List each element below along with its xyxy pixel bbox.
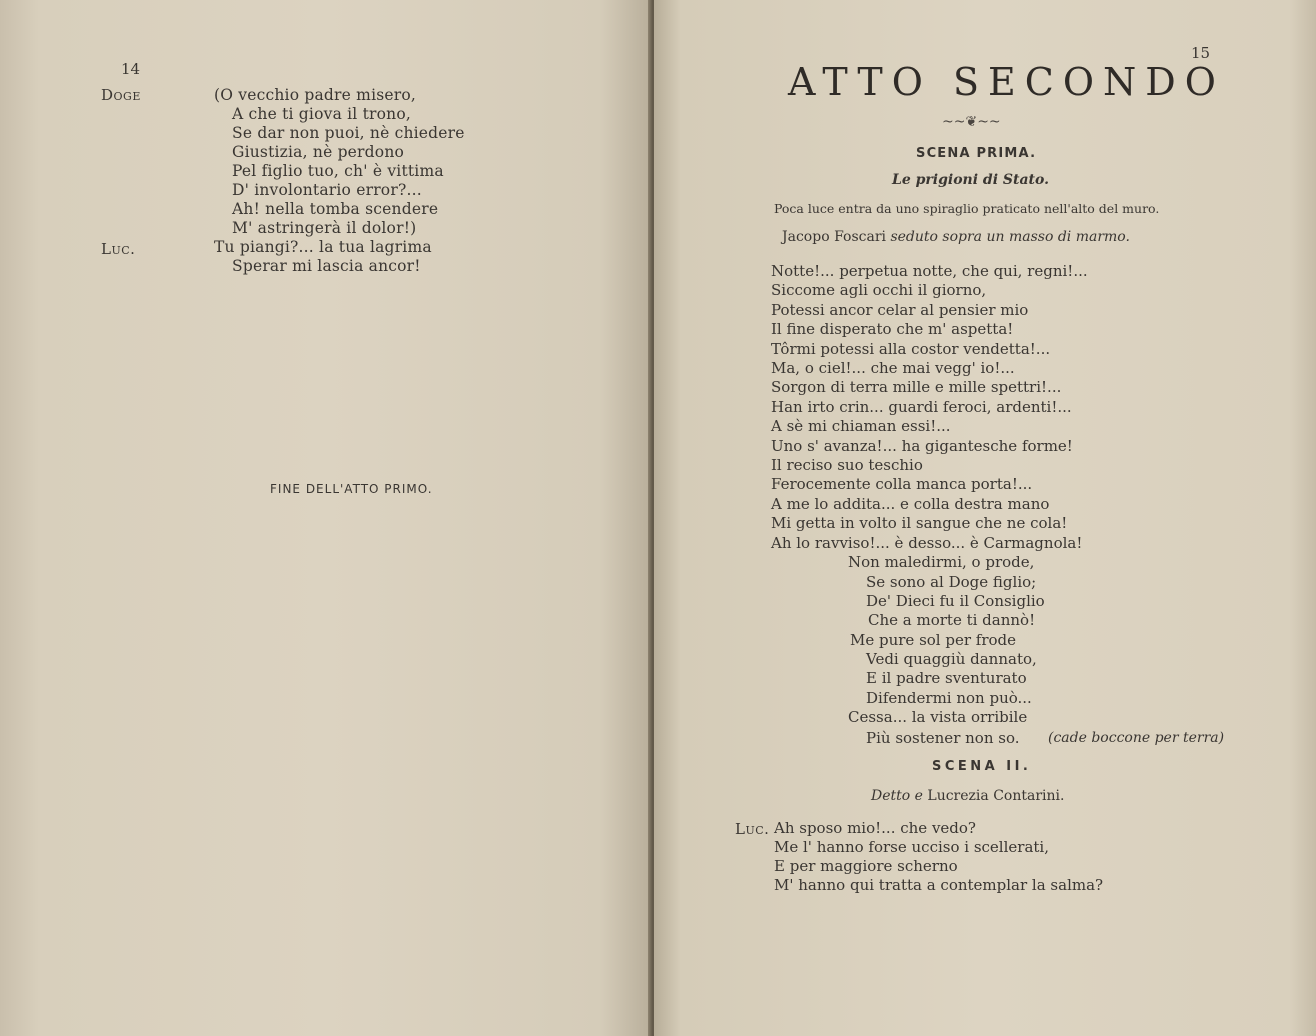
verse-line: Han irto crin... guardi feroci, ardenti!... — [771, 397, 1072, 416]
verse-aria-line-10: Più sostener non so. — [866, 729, 1020, 747]
speaker-luc: Luc. — [101, 240, 136, 258]
aria-stage-direction: (cade boccone per terra) — [1048, 730, 1225, 746]
scene-two-character: Lucrezia Contarini. — [927, 788, 1065, 804]
verse-line: Uno s' avanza!... ha gigantesche forme! — [771, 436, 1073, 455]
detto-word: Detto — [871, 788, 911, 804]
verse-aria-line-2: Se sono al Doge figlio; — [866, 573, 1037, 591]
verse-line: Potessi ancor celar al pensier mio — [771, 300, 1029, 319]
scene-two-heading: SCENA II. — [932, 759, 1032, 774]
scene-one-character-line — [782, 229, 1130, 245]
verse-aria-line-5: Me pure sol per frode — [850, 631, 1017, 649]
doge-line-2: A che ti giova il trono, — [232, 105, 411, 123]
verse-line: Sorgon di terra mille e mille spettri!... — [771, 378, 1062, 397]
doge-line-8: M' astringerà il dolor!) — [232, 219, 417, 237]
speaker-doge: Doge — [101, 86, 141, 104]
scene-one-stage-direction: Poca luce entra da uno spiraglio praticato nell'alto del muro. — [774, 201, 1160, 216]
scene-one-setting: Le prigioni di Stato. — [892, 172, 1049, 188]
verse-aria-line-8: Difendermi non può... — [866, 689, 1032, 707]
verse-line: Ma, o ciel!... che mai vegg' io!... — [771, 359, 1015, 378]
verse-line: Mi getta in volto il sangue che ne cola! — [771, 514, 1068, 533]
verse-aria-line-6: Vedi quaggiù dannato, — [866, 650, 1037, 668]
verse-line: Ferocemente colla manca porta!... — [771, 475, 1033, 494]
verse-line: Siccome agli occhi il giorno, — [771, 281, 987, 300]
doge-line-1: (O vecchio padre misero, — [214, 86, 417, 104]
verse-aria-line-3: De' Dieci fu il Consiglio — [866, 592, 1045, 610]
verse-line: Il fine disperato che m' aspetta! — [771, 320, 1014, 339]
doge-line-3: Se dar non puoi, nè chiedere — [232, 124, 465, 142]
luc-line-1: Tu piangi?... la tua lagrima — [214, 238, 432, 256]
verse-line: Ah lo ravviso!... è desso... è Carmagnola! — [771, 533, 1083, 552]
scene-two-characters — [871, 788, 1064, 804]
verse-line: Il reciso suo teschio — [771, 456, 923, 475]
doge-line-6: D' involontario error?... — [232, 181, 422, 199]
verse-line: A sè mi chiaman essi!... — [771, 417, 951, 436]
luc-right-line-4: M' hanno qui tratta a contemplar la salma? — [774, 876, 1104, 894]
verse-block-main — [771, 262, 1088, 553]
verse-aria-line-7: E il padre sventurato — [866, 669, 1027, 687]
verse-line: Tôrmi potessi alla costor vendetta!... — [771, 339, 1051, 358]
ornament-divider: ~~❦~~ — [942, 114, 1001, 130]
speaker-luc-right: Luc. — [735, 820, 770, 838]
page-number-right: 15 — [1191, 44, 1211, 62]
character-action: seduto sopra un masso di marmo. — [890, 229, 1130, 245]
verse-aria-line-4: Che a morte ti dannò! — [868, 611, 1036, 629]
conj-word: e — [914, 788, 923, 804]
doge-line-7: Ah! nella tomba scendere — [232, 200, 439, 218]
luc-right-line-3: E per maggiore scherno — [774, 857, 958, 875]
luc-line-2: Sperar mi lascia ancor! — [232, 257, 421, 275]
scene-one-heading: SCENA PRIMA. — [916, 146, 1037, 161]
doge-line-5: Pel figlio tuo, ch' è vittima — [232, 162, 444, 180]
luc-right-line-2: Me l' hanno forse ucciso i scellerati, — [774, 838, 1049, 856]
page-number-left: 14 — [121, 60, 141, 78]
left-page — [0, 0, 652, 1036]
verse-aria-line-9: Cessa... la vista orribile — [848, 708, 1028, 726]
act-title: ATTO SECONDO — [788, 60, 1225, 104]
right-page — [654, 0, 1316, 1036]
doge-line-4: Giustizia, nè perdono — [232, 143, 405, 161]
end-of-act-note: FINE DELL'ATTO PRIMO. — [270, 482, 433, 496]
verse-line: Notte!... perpetua notte, che qui, regni!... — [771, 262, 1088, 280]
verse-line: A me lo addita... e colla destra mano — [771, 494, 1050, 513]
character-name: Jacopo Foscari — [782, 229, 886, 245]
verse-aria-line-1: Non maledirmi, o prode, — [848, 553, 1035, 571]
luc-right-line-1: Ah sposo mio!... che vedo? — [774, 819, 976, 837]
